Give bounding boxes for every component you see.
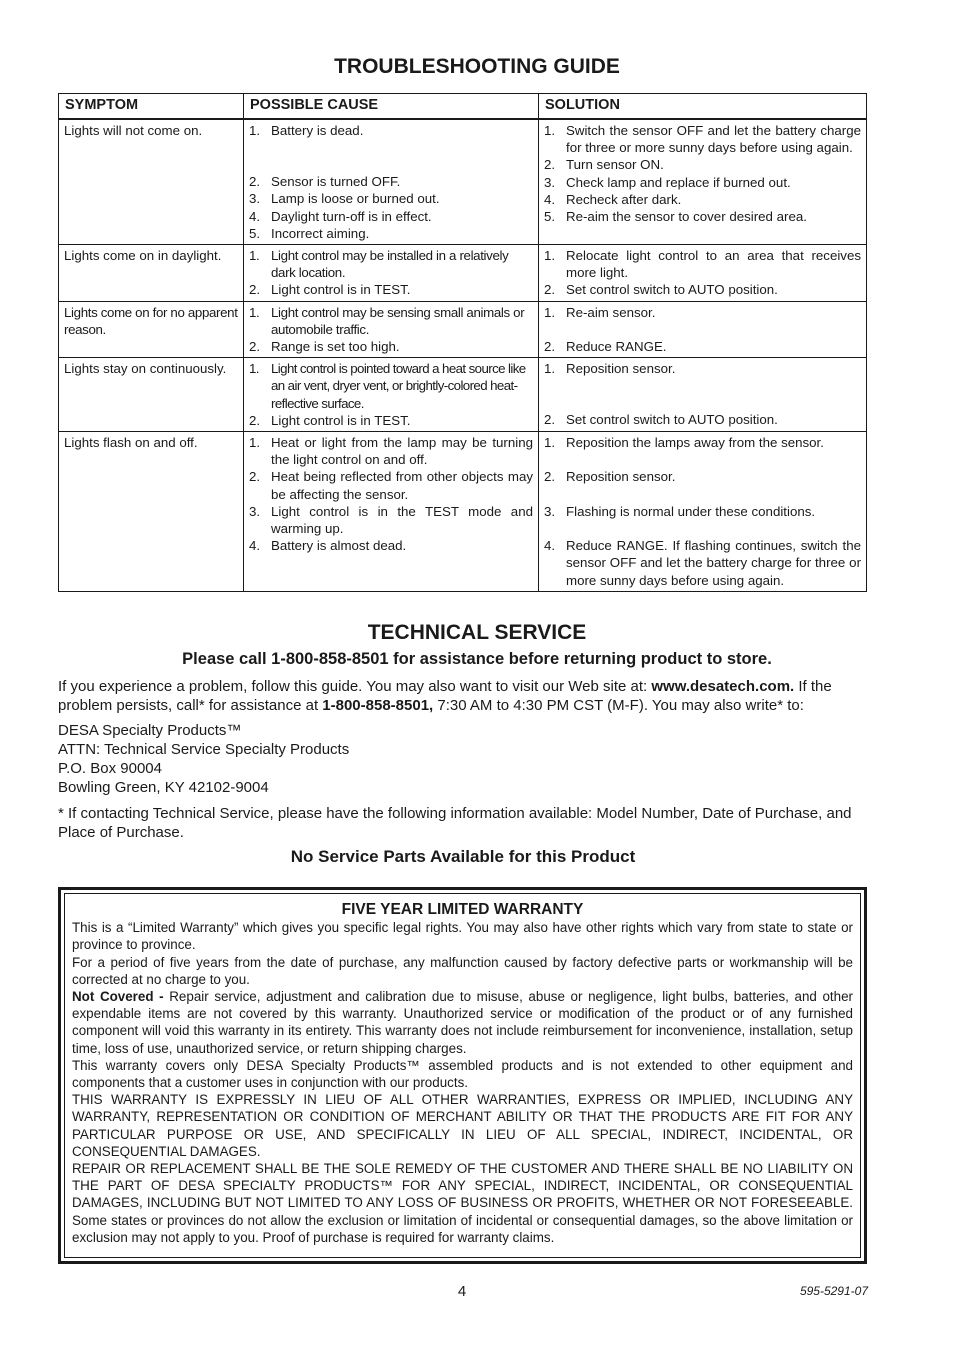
address-line: Bowling Green, KY 42102-9004 xyxy=(58,779,269,796)
call-notice: Please call 1-800-858-8501 for assistance before returning product to store. xyxy=(182,650,772,668)
list-item xyxy=(544,281,861,298)
item-number: 2. xyxy=(249,469,261,485)
solution-cell xyxy=(539,358,867,432)
list-item xyxy=(249,338,533,355)
solution-cell xyxy=(539,119,867,245)
troubleshooting-title: TROUBLESHOOTING GUIDE xyxy=(334,55,620,78)
list-item xyxy=(249,412,533,429)
item-text: Set control switch to AUTO position. xyxy=(566,412,778,428)
list-item xyxy=(544,468,861,502)
solution-cell xyxy=(539,432,867,592)
item-text: Heat being reflected from other objects may be affecting the sensor. xyxy=(271,469,533,502)
item-text: Flashing is normal under these conditions. xyxy=(566,503,816,519)
item-text: Reduce RANGE. xyxy=(566,338,667,354)
list-item xyxy=(544,208,861,225)
item-text: Light control is in TEST. xyxy=(271,412,411,428)
list-item xyxy=(544,338,861,355)
warranty-paragraph: THIS WARRANTY IS EXPRESSLY IN LIEU OF ALL OTHER WARRANTIES, EXPRESS OR IMPLIED, INCLUDING ANY WARRANTY, REPRESENTATION OR CONDITION OF MERCHANT ABILITY OR THAT THE PRODUCTS ARE FIT FOR ANY PARTICULAR PURPOSE OR USE, AND SPECIFICALLY IN LIEU OF ALL SPECIAL, INDIRECT, INCIDENTAL, OR CONSEQUENTIAL DAMAGES. xyxy=(72,1092,853,1159)
item-number: 3. xyxy=(249,191,261,207)
header-possible-cause: POSSIBLE CAUSE xyxy=(244,94,539,120)
list-item xyxy=(544,434,861,468)
address-line: DESA Specialty Products™ xyxy=(58,722,242,739)
symptom-cell: Lights flash on and off. xyxy=(59,432,244,592)
item-number: 2. xyxy=(544,338,556,354)
list-item xyxy=(544,191,861,208)
item-number: 1. xyxy=(544,123,556,138)
table-row xyxy=(59,301,867,358)
item-number: 4. xyxy=(544,538,556,554)
item-text: Re-aim the sensor to cover desired area. xyxy=(566,209,807,225)
list-item xyxy=(249,537,533,554)
item-number: 1. xyxy=(544,361,556,377)
not-covered-label: Not Covered - xyxy=(72,989,164,1005)
item-number: 1. xyxy=(249,361,259,377)
item-text: Re-aim sensor. xyxy=(566,304,656,320)
not-covered-text: Repair service, adjustment and calibration due to misuse, abuse or negligence, light bulbs, batteries, and other expendable items are not covered by this warranty. Unauthorized service or modification of the product or of any furnished component will void this warranty in its entirety. This warranty does not include reimbursement for inconvenience, installation, setup time, loss of use, unauthorized service, or return shipping charges. xyxy=(72,989,853,1056)
item-text: Daylight turn-off is in effect. xyxy=(271,208,432,224)
cause-cell xyxy=(244,119,539,245)
item-text: Reposition sensor. xyxy=(566,361,676,377)
item-number: 2. xyxy=(544,282,556,298)
symptom-cell: Lights stay on continuously. xyxy=(59,358,244,432)
item-number: 3. xyxy=(544,174,556,190)
item-number: 1. xyxy=(249,304,260,320)
item-text: Light control may be sensing small animals or automobile traffic. xyxy=(271,304,525,337)
header-solution: SOLUTION xyxy=(539,94,867,120)
item-number: 1. xyxy=(249,248,260,264)
intro-text: 7:30 AM to 4:30 PM CST (M-F). You may also write* to: xyxy=(433,697,804,714)
item-text: Relocate light control to an area that receives more light. xyxy=(566,248,861,281)
table-row xyxy=(59,119,867,245)
liability-text: REPAIR OR REPLACEMENT SHALL BE THE SOLE REMEDY OF THE CUSTOMER AND THERE SHALL BE NO LIABILITY ON THE PART OF DESA SPECIALTY PRODUCTS™ FOR ANY SPECIAL, INDIRECT, INCIDENTAL, OR CONSEQUENTIAL DAMAGES, INCLUDING BUT NOT LIMITED TO ANY LOSS OF BUSINESS OR PROFITS, WHETHER OR NOT FORESEEABLE. xyxy=(72,1161,853,1211)
item-text: Incorrect aiming. xyxy=(271,225,370,241)
item-text: Check lamp and replace if burned out. xyxy=(566,174,791,190)
list-item xyxy=(249,208,533,225)
cause-cell xyxy=(244,245,539,302)
item-number: 4. xyxy=(544,191,556,207)
list-item xyxy=(249,225,533,242)
warranty-paragraph xyxy=(72,988,853,1057)
item-number: 1. xyxy=(249,435,261,451)
item-number: 1. xyxy=(544,304,556,320)
item-text: Lamp is loose or burned out. xyxy=(271,191,440,207)
item-number: 2. xyxy=(544,469,556,485)
item-text: Heat or light from the lamp may be turning the light control on and off. xyxy=(271,435,533,468)
item-text: Reposition sensor. xyxy=(566,469,676,485)
list-item xyxy=(544,537,861,589)
warranty-box xyxy=(58,887,867,1264)
item-number: 3. xyxy=(544,503,556,519)
item-text: Battery is almost dead. xyxy=(271,538,407,554)
table-row xyxy=(59,358,867,432)
warranty-paragraph: This is a “Limited Warranty” which gives you specific legal rights. You may also have other rights which vary from state to state or province to province. xyxy=(72,920,853,953)
list-item xyxy=(544,360,861,377)
item-text: Turn sensor ON. xyxy=(566,157,664,173)
address-line: ATTN: Technical Service Specialty Products xyxy=(58,741,350,758)
item-text: Light control may be installed in a relatively dark location. xyxy=(271,248,509,281)
technical-service-title: TECHNICAL SERVICE xyxy=(367,621,587,644)
warranty-paragraph: This warranty covers only DESA Specialty Products™ assembled products and is not extended to other equipment and components that a customer uses in conjunction with our products. xyxy=(72,1057,853,1091)
item-text: Recheck after dark. xyxy=(566,191,682,207)
symptom-cell: Lights come on in daylight. xyxy=(59,245,244,302)
website-link[interactable]: www.desatech.com. xyxy=(651,678,795,695)
solution-cell xyxy=(539,245,867,302)
table-header-row xyxy=(59,94,867,120)
warranty-paragraph: For a period of five years from the date of purchase, any malfunction caused by factory defective parts or workmanship will be corrected at no charge to you. xyxy=(72,954,853,987)
cause-cell xyxy=(244,358,539,432)
document-code: 595-5291-07 xyxy=(799,1284,868,1298)
list-item xyxy=(249,304,533,338)
list-item xyxy=(249,281,533,298)
solution-cell xyxy=(539,301,867,358)
list-item xyxy=(249,434,533,468)
warranty-paragraph xyxy=(72,1160,853,1246)
address-line: P.O. Box 90004 xyxy=(58,760,162,777)
item-number: 4. xyxy=(249,538,261,554)
item-text: Light control is in the TEST mode and warming up. xyxy=(271,503,533,537)
list-item xyxy=(249,173,533,190)
intro-text: If the problem persists, call* for assistance at xyxy=(58,678,832,714)
item-number: 2. xyxy=(544,157,556,173)
item-text: Light control is in TEST. xyxy=(271,282,411,298)
item-number: 2. xyxy=(249,412,261,428)
item-text: Reposition the lamps away from the sensor. xyxy=(566,435,824,451)
troubleshooting-table xyxy=(58,93,867,592)
list-item xyxy=(249,468,533,502)
list-item xyxy=(544,411,861,428)
page-number: 4 xyxy=(457,1283,467,1300)
item-number: 4. xyxy=(249,208,261,224)
item-text: Range is set too high. xyxy=(271,339,400,355)
list-item xyxy=(544,122,861,156)
list-item xyxy=(249,360,533,412)
phone-number: 1-800-858-8501, xyxy=(322,697,434,714)
item-number: 1. xyxy=(544,435,556,451)
symptom-cell: Lights come on for no apparent reason. xyxy=(59,301,244,358)
item-number: 3. xyxy=(249,503,261,519)
cause-cell xyxy=(244,301,539,358)
service-note: * If contacting Technical Service, please have the following information available: Model Number, Date of Purchase, and Place of Purchase. xyxy=(58,805,852,841)
item-number: 2. xyxy=(544,412,556,428)
table-row xyxy=(59,432,867,592)
list-item xyxy=(544,247,861,281)
list-item xyxy=(249,503,533,537)
item-number: 5. xyxy=(544,209,556,225)
item-text: Sensor is turned OFF. xyxy=(271,174,401,190)
list-item xyxy=(544,156,861,173)
item-text: Battery is dead. xyxy=(271,123,364,138)
item-text: Light control is pointed toward a heat source like an air vent, dryer vent, or brightly-colored heat-reflective surface. xyxy=(271,361,526,411)
symptom-cell: Lights will not come on. xyxy=(59,119,244,245)
list-item xyxy=(544,304,861,321)
list-item xyxy=(249,122,533,139)
cause-cell xyxy=(244,432,539,592)
list-item xyxy=(249,247,533,281)
table-row xyxy=(59,245,867,302)
item-number: 1. xyxy=(544,248,556,264)
item-text: Switch the sensor OFF and let the battery charge for three or more sunny days before using again. xyxy=(566,123,861,156)
list-item xyxy=(544,503,861,537)
no-parts-notice: No Service Parts Available for this Product xyxy=(290,847,636,866)
header-symptom: SYMPTOM xyxy=(59,94,244,120)
item-number: 2. xyxy=(249,174,261,190)
mailing-address xyxy=(58,721,868,797)
liability-text: Some states or provinces do not allow the exclusion or limitation of incidental or consequential damages, so the above limitation or exclusion may not apply to you. Proof of purchase is required for warranty claims. xyxy=(72,1212,853,1245)
item-number: 1. xyxy=(249,123,261,138)
item-text: Reduce RANGE. If flashing continues, switch the sensor OFF and let the battery charge for three or more sunny days before using again. xyxy=(566,538,861,588)
warranty-inner-frame xyxy=(64,893,861,1258)
list-item xyxy=(544,174,861,191)
list-item xyxy=(249,190,533,207)
warranty-title: FIVE YEAR LIMITED WARRANTY xyxy=(341,901,584,918)
item-number: 2. xyxy=(249,339,261,355)
item-text: Set control switch to AUTO position. xyxy=(566,282,778,298)
intro-text: If you experience a problem, follow this guide. You may also want to visit our Web site at: xyxy=(58,678,652,695)
service-intro xyxy=(58,677,868,715)
item-number: 2. xyxy=(249,282,261,298)
item-number: 5. xyxy=(249,225,261,241)
